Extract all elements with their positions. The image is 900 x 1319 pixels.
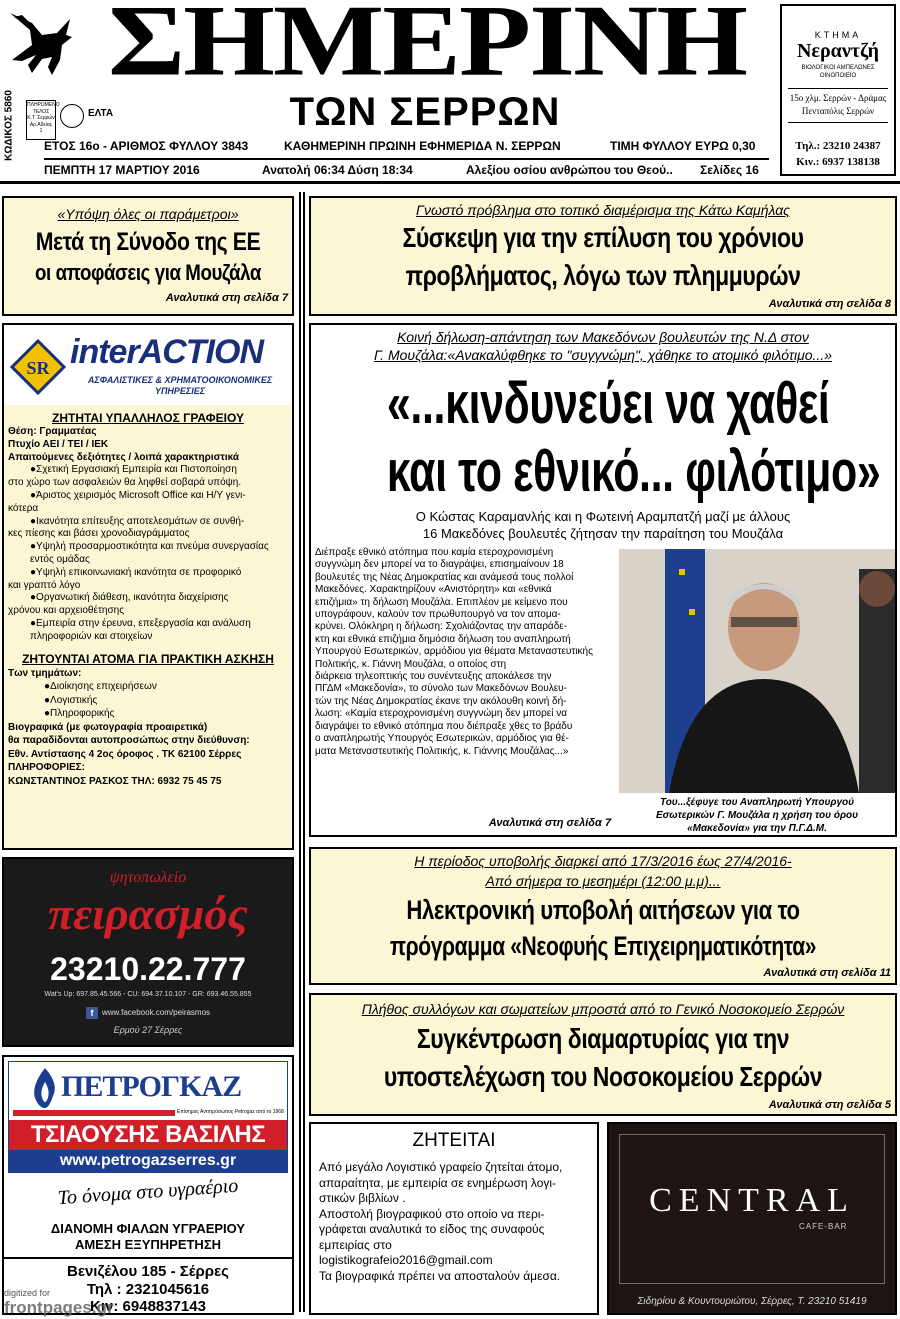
postage-stamp: ΠΛΗΡΩΜΕΝΟ ΤΕΛΟΣ Κ.Τ. Σερρών Αρ.Αδείας 1 <box>26 100 56 140</box>
story-kamila-kicker: Γνωστό πρόβλημα στο τοπικό διαμέρισμα της Κάτω Καμήλας <box>416 202 790 218</box>
petrogaz-mobile: Κιν: 6948837143 <box>90 1298 206 1315</box>
central-name: CENTRAL <box>649 1182 855 1219</box>
story-moyzala-kicker: «Υπόψη όλες οι παράμετροι» <box>57 206 239 222</box>
story-hospital-headline-2: υποστελέχωση του Νοσοκομείου Σερρών <box>383 1061 823 1092</box>
main-story-photo <box>619 549 895 793</box>
petrogaz-dist-1: ΔΙΑΝΟΜΗ ΦΙΑΛΩΝ ΥΓΡΑΕΡΙΟΥ <box>50 1221 246 1236</box>
page-count: Σελίδες 16 <box>700 163 759 177</box>
newspaper-description: ΚΑΘΗΜΕΡΙΝΗ ΠΡΩΙΝΗ ΕΦΗΜΕΡΙΔΑ Ν. ΣΕΡΡΩΝ <box>284 139 561 153</box>
interaction-tagline-1: ΑΣΦΑΛΙΣΤΙΚΕΣ & ΧΡΗΜΑΤΟΟΙΚΟΝΟΜΙΚΕΣ <box>87 375 273 385</box>
story-moyzala-headline-2: οι αποφάσεις για Μουζάλα <box>35 260 261 285</box>
newspaper-title: ΣΗΜΕΡΙΝΗ <box>107 0 746 97</box>
main-story-box[interactable] <box>309 323 897 837</box>
petrogaz-dist-2: ΑΜΕΣΗ ΕΞΥΠΗΡΕΤΗΣΗ <box>74 1237 222 1252</box>
facebook-icon: f <box>86 1007 98 1019</box>
story-kamila-box[interactable] <box>309 196 897 316</box>
zhteitai-title: ΖΗΤΕΙΤΑΙ <box>412 1130 496 1151</box>
ktima-address-1: 15ο χλμ. Σερρών - Δράμας <box>789 93 887 103</box>
interaction-ad[interactable] <box>2 323 294 850</box>
interaction-wanted-2: ΖΗΤΟΥΝΤΑΙ ΑΤΟΜΑ ΓΙΑ ΠΡΑΚΤΙΚΗ ΑΣΚΗΣΗ <box>22 651 274 666</box>
peirasmos-top-label: ψητοπωλείο <box>109 869 187 886</box>
watermark: frontpages.gr <box>4 1298 114 1317</box>
ktima-address-2: Πενταπόλις Σερρών <box>801 106 875 116</box>
petrogaz-ad[interactable] <box>2 1055 294 1315</box>
story-hospital-kicker: Πλήθος συλλόγων και σωματείων μπροστά από το Γενικό Νοσοκομείο Σερρών <box>361 1001 845 1017</box>
petrogaz-brand: ΠΕΤΡΟΓΚΑΖ <box>61 1070 242 1103</box>
ktima-mobile: Κιν.: 6937 138138 <box>796 156 880 168</box>
ktima-divider <box>788 88 888 89</box>
sun-times: Ανατολή 06:34 Δύση 18:34 <box>262 163 413 177</box>
story-neofyis-kicker-2: Από σήμερα το μεσημέρι (12:00 μ.μ)... <box>485 873 721 889</box>
zhteitai-ad[interactable] <box>309 1122 599 1315</box>
petrogaz-flame-icon <box>31 1068 59 1108</box>
peirasmos-contacts: Wat's Up: 697.85.45.566 - CU: 694.37.10.107 - GR: 693.46.55.855 <box>44 991 252 998</box>
pegasus-logo-icon <box>2 5 80 85</box>
photo-caption-2: Εσωτερικών Γ. Μουζάλα η χρήση του όρου <box>655 810 859 821</box>
ktima-name: Νεραντζή <box>796 40 880 62</box>
photo-caption-1: Του...ξέφυγε του Αναπληρωτή Υπουργού <box>659 797 855 808</box>
ktima-nerantzi-ad[interactable] <box>780 4 896 176</box>
interaction-lines-2: Των τμημάτων: ●Διοίκησης επιχειρήσεων ●Λογιστικής ●Πληροφορικής Βιογραφικά (με φωτογραφία προαιρετικά) θα παραδίδονται αυτοπροσώπως στην διεύθυνση: Εθν. Αντίστασης 4 2ος όροφος . ΤΚ 62100 Σέρρες ΠΛΗΡΟΦΟΡΙΕΣ: ΚΩΝΣΤΑΝΤΙΝΟΣ ΡΑΣΚΟΣ ΤΗΛ: 6932 75 45 75 <box>8 667 250 787</box>
interaction-tagline-2: ΥΠΗΡΕΣΙΕΣ <box>154 386 206 396</box>
main-story-kicker-2: Γ. Μουζάλα:«Ανακαλύφθηκε το "συγγνώμη", χάθηκε το ατομικό φιλότιμο...» <box>373 347 832 363</box>
story-hospital-box[interactable] <box>309 993 897 1116</box>
saint-of-day: Αλεξίου οσίου ανθρώπου του Θεού.. <box>466 163 673 177</box>
petrogaz-web[interactable]: www.petrogazserres.gr <box>9 1150 287 1172</box>
zhteitai-email-link[interactable]: logistikografeio2016@gmail.com <box>319 1253 493 1267</box>
ktima-phone: Τηλ.: 23210 24387 <box>795 140 881 152</box>
peirasmos-phone: 23210.22.777 <box>50 951 246 987</box>
watermark-small: digitized for <box>4 1288 51 1298</box>
story-kamila-headline-1: Σύσκεψη για την επίλυση του χρόνιου <box>402 222 804 253</box>
story-hospital-headline-1: Συγκέντρωση διαμαρτυρίας για την <box>416 1023 790 1054</box>
petrogaz-owner: ΤΣΙΑΟΥΣΗΣ ΒΑΣΙΛΗΣ <box>9 1120 287 1150</box>
photo-caption-3: «Μακεδονία» για την Π.Γ.Δ.Μ. <box>687 823 827 834</box>
central-ad[interactable] <box>607 1122 897 1315</box>
sr-logo-icon <box>10 339 66 395</box>
elta-logo: ΕΛΤΑ <box>88 108 114 119</box>
interaction-body <box>4 405 292 848</box>
seal-icon <box>60 104 84 128</box>
petrogaz-divider <box>4 1257 292 1259</box>
year-issue: ΕΤΟΣ 16ο - ΑΡΙΘΜΟΣ ΦΥΛΛΟΥ 3843 <box>44 139 249 153</box>
petrogaz-slogan: Το όνομα στο υγραέριο <box>56 1174 239 1210</box>
sr-logo-letters: SR <box>26 358 50 378</box>
central-sub: CAFE-BAR <box>799 1222 848 1231</box>
ktima-divider-2 <box>788 122 888 123</box>
peirasmos-facebook: www.facebook.com/peirasmos <box>102 1008 211 1017</box>
main-story-kicker-1: Κοινή δήλωση-απάντηση των Μακεδόνων βουλευτών της Ν.Δ στον <box>397 329 809 345</box>
petrogaz-address: Βενιζέλου 185 - Σέρρες <box>67 1263 229 1280</box>
masthead-rule <box>44 158 769 160</box>
story-moyzala-box[interactable] <box>2 196 294 316</box>
issue-date: ΠΕΜΠΤΗ 17 ΜΑΡΤΙΟΥ 2016 <box>44 163 200 177</box>
column-separator <box>299 192 305 1312</box>
story-moyzala-more: Αναλυτικά στη σελίδα 7 <box>165 292 288 304</box>
peirasmos-name: πειρασμός <box>48 888 248 939</box>
masthead-bottom-rule <box>0 181 900 184</box>
main-story-more: Αναλυτικά στη σελίδα 7 <box>488 817 611 829</box>
newspaper-subtitle: ΤΩΝ ΣΕΡΡΩΝ <box>289 90 561 134</box>
story-neofyis-more: Αναλυτικά στη σελίδα 11 <box>763 967 891 979</box>
peirasmos-ad[interactable] <box>2 857 294 1047</box>
story-neofyis-headline-2: πρόγραμμα «Νεοφυής Επιχειρηματικότητα» <box>389 931 817 961</box>
interaction-wanted-1: ΖΗΤΗΤΑΙ ΥΠΑΛΛΗΛΟΣ ΓΡΑΦΕΙΟΥ <box>52 411 244 425</box>
interaction-lines: Θέση: Γραμματέας Πτυχίο ΑΕΙ / ΤΕΙ / ΙΕΚ Απαιτούμενες δεξιότητες / λοιπά χαρακτηριστικά ●Σχετική Εργασιακή Εμπειρία και Πιστοποίηση στο χώρο των ασφαλειών θα ληφθεί σοβαρά υπόψη. ●Άριστος χειρισμός Microsoft Office και Η/Υ γενι- κότερα ●Ικανότητα επίτευξης αποτελεσμάτων σε συνθή- κες πίεσης και βάσει χρονοδιαγράμματος ●Υψηλή προσαρμοστικότητα και πνεύμα συνεργασίας εντός ομάδας ●Υψηλή επικοινωνιακή ικανότητα σε προφορικό και γραπτό λόγο ●Οργανωτική διάθεση, ικανότητα διαχείρισης χρόνου και αρχειοθέτησης ●Εμπειρία στην έρευνα, επεξεργασία και ανάλυση πληροφοριών και στοιχείων <box>8 426 269 642</box>
main-story-headline-1: «...κινδυνεύει να χαθεί <box>386 371 830 436</box>
petrogaz-banner <box>8 1061 288 1173</box>
main-story-body: Διέπραξε εθνικό ατόπημα που καμία ετεροχρονισμένη συγγνώμη δεν μπορεί να το διαγράψει, επισημαίνουν 18 βουλευτές της Νέας Δημοκρατίας και ανάμεσά τους πολλοί Μακεδόνες. Χαρακτηρίζουν «Ανιστόρητη» και «εθνικά επιζήμια» τη δήλωση Μουζάλα. Επιπλέον με κείμενο που υπογράφουν, καλούν τον πρωθυπουργό να τον απομα- κρύνει. Ολόκληρη η δήλωση: Σχολιάζοντας την απαράδε- κτη και εθνικά επιζήμια δημόσια δήλωση του αναπληρωτή Υπουργού Εσωτερικών, αρμόδιου για θέματα Μεταναστευτικής Πολιτικής, κ. Γιάννη Μουζάλα, ο οποίος στη διάρκεια τηλεοπτικής του συνέντευξης αποκάλεσε την ΠΓΔΜ «Μακεδονία», το σύνολο των Μακεδόνων Βουλευ- τών της Νέας Δημοκρατίας έκανε την ακόλουθη κοινή δή- λωση: «Καμία ετεροχρονισμένη συγγνώμη δεν μπορεί να διαγράψει το εθνικό ατόπημα που διέπραξε χθες το βράδυ ο αναπληρωτής Υπουργός Εσωτερικών, αρμόδιος για θέ- ματα Μεταναστευτικής Πολιτικής, κ. Γιάννης Μουζάλας...» <box>315 547 593 757</box>
code-label: ΚΩΔΙΚΟΣ 5860 <box>3 90 15 161</box>
story-kamila-more: Αναλυτικά στη σελίδα 8 <box>768 298 891 310</box>
story-moyzala-headline-1: Μετά τη Σύνοδο της ΕΕ <box>35 228 261 256</box>
petrogaz-stripe <box>13 1110 175 1116</box>
story-neofyis-box[interactable] <box>309 847 897 985</box>
story-kamila-headline-2: προβλήματος, λόγω των πλημμυρών <box>405 260 801 291</box>
petrogaz-tel: Τηλ : 2321045616 <box>86 1281 210 1298</box>
peirasmos-address: Ερμού 27 Σέρρες <box>113 1025 183 1035</box>
main-story-subhead-1: Ο Κώστας Καραμανλής και η Φωτεινή Αραμπατζή μαζί με άλλους <box>415 509 791 524</box>
price: ΤΙΜΗ ΦΥΛΛΟΥ ΕΥΡΩ 0,30 <box>610 139 756 153</box>
ktima-label: ΚΤΗΜΑ <box>814 30 862 40</box>
story-neofyis-headline-1: Ηλεκτρονική υποβολή αιτήσεων για το <box>406 895 800 925</box>
main-story-headline-2: και το εθνικό... φιλότιμο» <box>386 439 881 504</box>
story-neofyis-kicker-1: Η περίοδος υποβολής διαρκεί από 17/3/2016 έως 27/4/2016- <box>414 853 792 869</box>
petrogaz-since: Επίσημος Αντιπρόσωπος Petrogaz από το 1968 <box>177 1109 284 1115</box>
main-story-subhead-2: 16 Μακεδόνες βουλευτές ζήτησαν την παραίτηση του Μουζάλα <box>422 526 784 541</box>
interaction-brand: interACTION <box>70 333 263 371</box>
story-hospital-more: Αναλυτικά στη σελίδα 5 <box>768 1099 891 1111</box>
zhteitai-body: Από μεγάλο Λογιστικό γραφείο ζητείται άτομο, απαραίτητα, με εμπειρία σε ενημέρωση λογι- στικών βιβλίων . Αποστολή βιογραφικού στο οποίο να περι- γράφεται αναλυτικά το είδος της συναφούς εμπειρίας στο logistikografeio2016@gmail.com Τα βιογραφικά πρέπει να αποσταλούν άμεσα. <box>319 1160 595 1284</box>
central-address: Σιδηρίου & Κουντουριώτου, Σέρρες, Τ. 23210 51419 <box>637 1296 867 1307</box>
ktima-tag: ΒΙΟΛΟΓΙΚΟΙ ΑΜΠΕΛΩΝΕΣ ΟΙΝΟΠΟΙΕΙΟ <box>801 65 875 79</box>
